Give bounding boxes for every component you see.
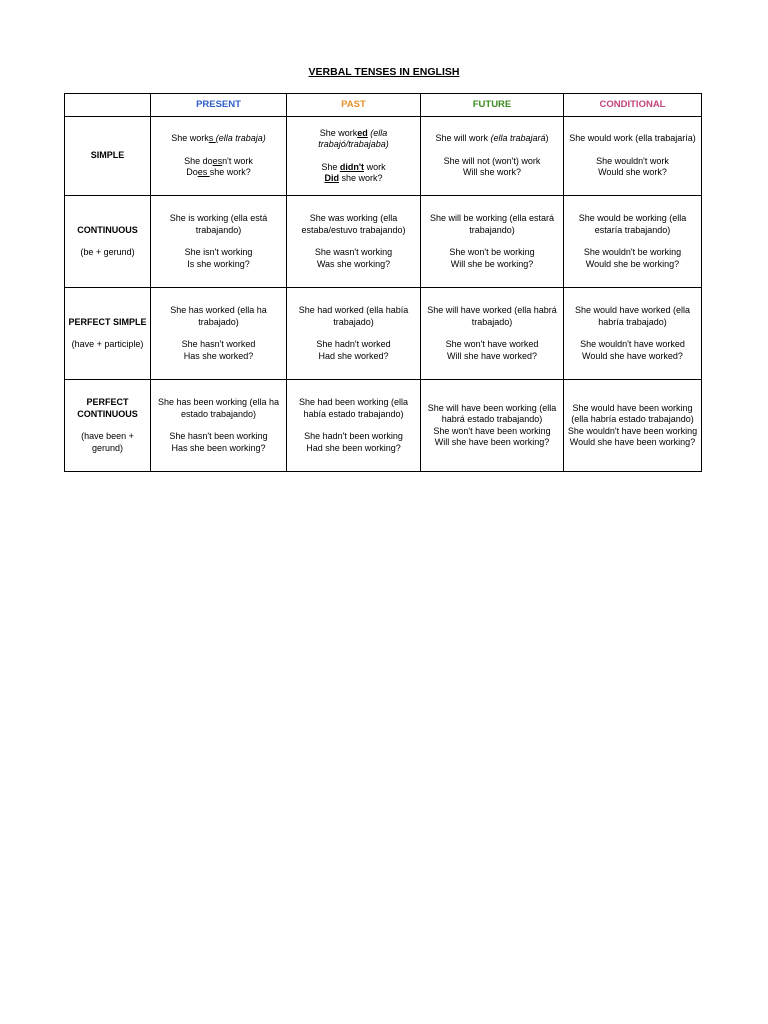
- affirmative-text: She would be working (ella estaría trabajando): [578, 213, 687, 235]
- row-label-cell: [65, 380, 151, 472]
- negative-text: She wouldn't have worked: [580, 339, 685, 349]
- row-label: SIMPLE: [90, 150, 125, 161]
- row-note: (be + gerund): [80, 247, 135, 257]
- table-row: [65, 380, 702, 472]
- question-text: Had she been working?: [306, 442, 401, 453]
- question-text: Has she been working?: [171, 442, 266, 453]
- row-label: PERFECT SIMPLE: [68, 316, 147, 327]
- question-text: Has she worked?: [183, 350, 254, 361]
- affirmative-text: She has been working (ella ha estado trabajando): [157, 397, 280, 419]
- row-note: (have been + gerund): [81, 431, 134, 453]
- row-label: PERFECT CONTINUOUS: [77, 397, 138, 419]
- header-past: PAST: [287, 94, 421, 117]
- tenses-table: [64, 93, 702, 472]
- cell-future-continuous: [421, 196, 564, 288]
- header-present: PRESENT: [151, 94, 287, 117]
- affirmative-text: She will have worked (ella habrá trabajado): [427, 305, 557, 327]
- negative-text: She hadn't worked: [316, 339, 391, 349]
- cell-past-perfect-continuous: [287, 380, 421, 472]
- negative-text: She didn't work: [321, 161, 386, 172]
- affirmative-text: She is working (ella está trabajando): [169, 213, 268, 235]
- header-row: [65, 94, 702, 117]
- table-row: [65, 117, 702, 196]
- question-text: Will she have worked?: [446, 350, 538, 361]
- negative-text: She wouldn't be working: [583, 247, 682, 257]
- affirmative-text: She would have been working (ella habría estado trabajando): [571, 402, 694, 424]
- page-title: VERBAL TENSES IN ENGLISH: [308, 66, 460, 78]
- question-text: Would she have worked?: [582, 350, 683, 361]
- question-text: Will she work?: [462, 167, 521, 178]
- table-row: [65, 288, 702, 380]
- affirmative-text: She will work (ella trabajará): [435, 133, 549, 144]
- row-label: CONTINUOUS: [77, 224, 138, 235]
- negative-text: She will not (won't) work: [443, 155, 541, 166]
- negative-text: She won't be working: [449, 247, 535, 257]
- corner-cell: [65, 94, 151, 117]
- row-note: (have + participle): [71, 339, 144, 349]
- cell-present-continuous: [151, 196, 287, 288]
- table-row: [65, 196, 702, 288]
- cell-present-perfect: [151, 288, 287, 380]
- cell-past-continuous: [287, 196, 421, 288]
- cell-past-perfect: [287, 288, 421, 380]
- affirmative-text: She worked (ella trabajó/trabajaba): [318, 127, 389, 149]
- question-text: Was she working?: [316, 258, 391, 269]
- cell-conditional-perfect: [564, 288, 702, 380]
- question-text: Had she worked?: [318, 350, 389, 361]
- affirmative-text: She had worked (ella había trabajado): [298, 305, 409, 327]
- cell-present-perfect-continuous: [151, 380, 287, 472]
- question-text: Will she be working?: [450, 258, 534, 269]
- affirmative-text: She would work (ella trabajaría): [569, 133, 696, 144]
- negative-text: She wouldn't work: [596, 155, 669, 166]
- header-future: FUTURE: [421, 94, 564, 117]
- question-text: Would she be working?: [585, 258, 680, 269]
- row-label-cell: [65, 288, 151, 380]
- question-text: Is she working?: [187, 258, 250, 269]
- negative-text: She hasn't worked: [181, 339, 256, 349]
- cell-present-simple: [151, 117, 287, 196]
- row-label-cell: [65, 196, 151, 288]
- affirmative-text: She would have worked (ella habría trabajado): [574, 305, 691, 327]
- negative-text: She hadn't been working: [304, 431, 403, 441]
- negative-text: She won't have been working: [433, 425, 551, 436]
- affirmative-text: She was working (ella estaba/estuvo trabajando): [301, 213, 406, 235]
- negative-text: She isn't working: [184, 247, 253, 257]
- question-text: Would she have been working?: [569, 437, 696, 447]
- question-text: Does she work?: [186, 167, 251, 178]
- negative-text: She wasn't working: [314, 247, 393, 257]
- affirmative-text: She has worked (ella ha trabajado): [170, 305, 267, 327]
- cell-future-perfect-continuous: [421, 380, 564, 472]
- affirmative-text: She will be working (ella estará trabajando): [429, 213, 555, 235]
- cell-conditional-perfect-continuous: [564, 380, 702, 472]
- question-text: Did she work?: [324, 173, 383, 183]
- question-text: Will she have been working?: [434, 437, 550, 447]
- negative-text: She won't have worked: [445, 339, 539, 349]
- cell-future-perfect: [421, 288, 564, 380]
- affirmative-text: She will have been working (ella habrá estado trabajando): [427, 402, 557, 424]
- negative-text: She hasn't been working: [169, 431, 268, 441]
- cell-conditional-simple: [564, 117, 702, 196]
- cell-conditional-continuous: [564, 196, 702, 288]
- cell-past-simple: [287, 117, 421, 196]
- question-text: Would she work?: [598, 167, 667, 178]
- row-label-cell: [65, 117, 151, 196]
- negative-text: She doesn't work: [184, 155, 253, 166]
- affirmative-text: She works (ella trabaja): [171, 133, 266, 144]
- header-conditional: CONDITIONAL: [564, 94, 702, 117]
- cell-future-simple: [421, 117, 564, 196]
- affirmative-text: She had been working (ella había estado trabajando): [298, 397, 409, 419]
- negative-text: She wouldn't have been working: [567, 425, 698, 436]
